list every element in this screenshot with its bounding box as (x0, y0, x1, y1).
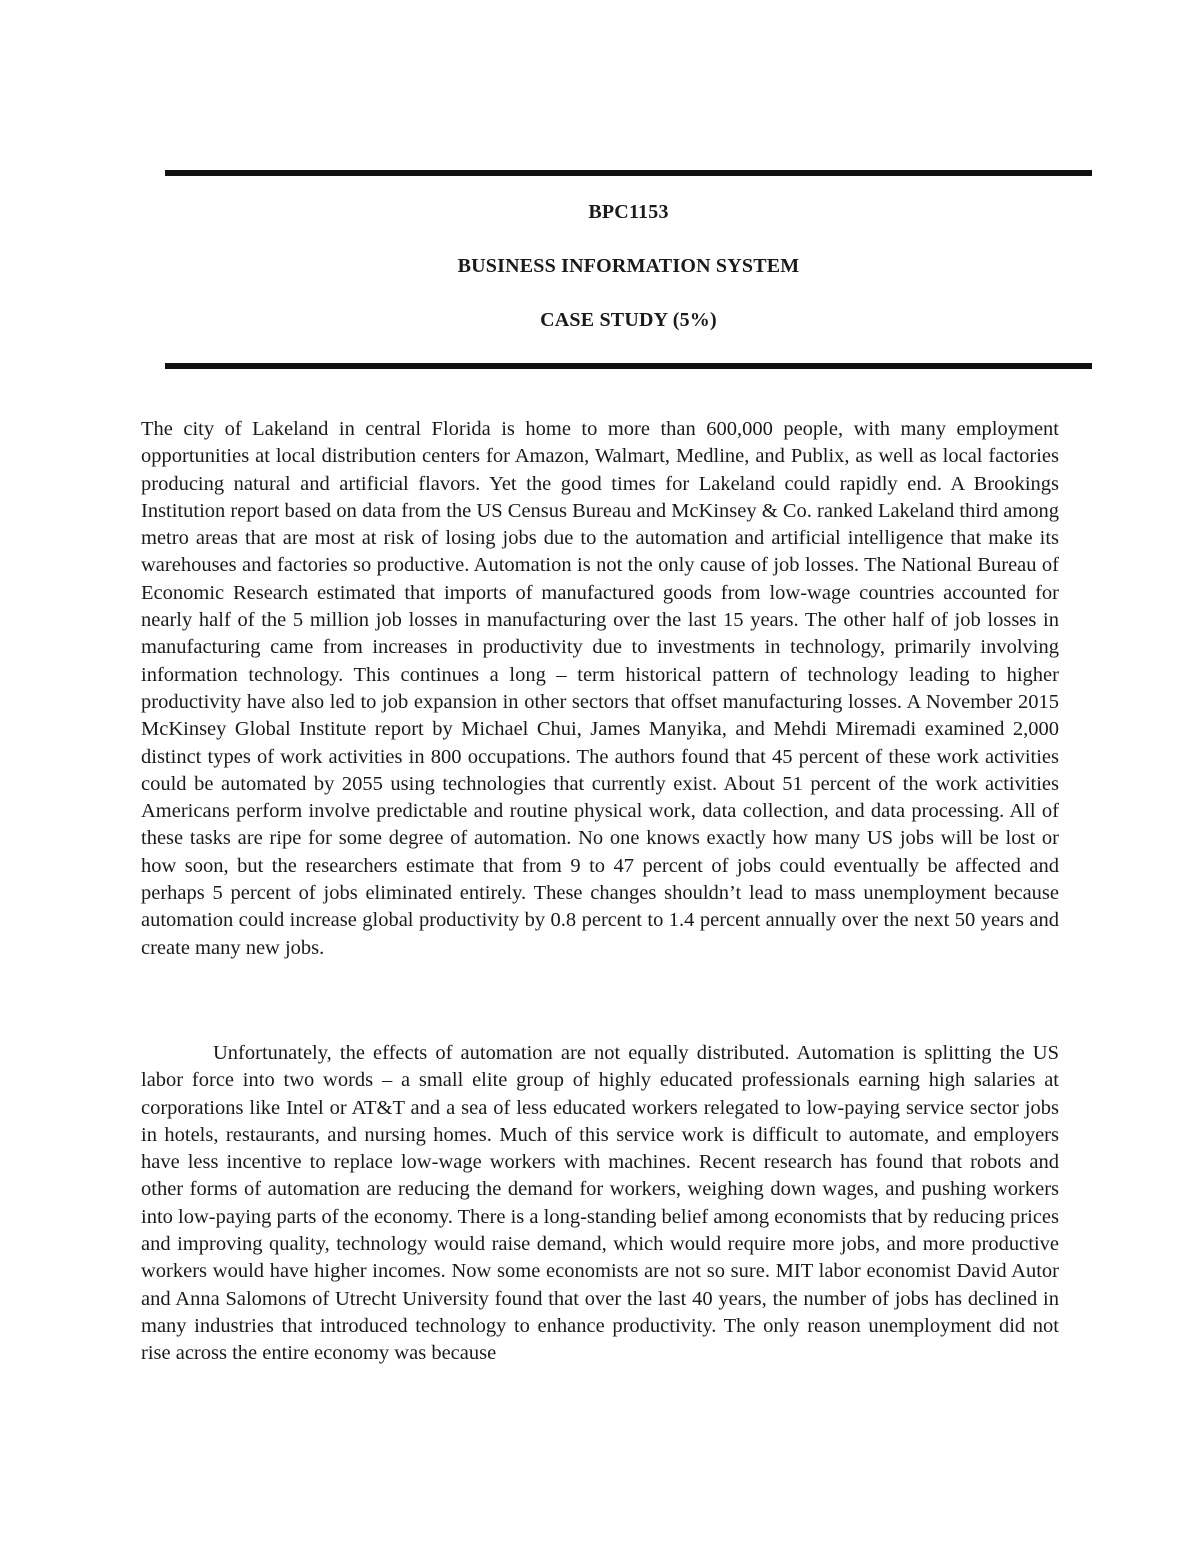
body-paragraph-1: The city of Lakeland in central Florida is home to more than 600,000 people, with many employment opportunities at local distribution centers for Amazon, Walmart, Medline, and Publix, as well as local factories producing natural and artificial flavors. Yet the good times for Lakeland could rapidly end. A Brookings Institution report based on data from the US Census Bureau and McKinsey & Co. ranked Lakeland third among metro areas that are most at risk of losing jobs due to the automation and artificial intelligence that make its warehouses and factories so productive. Automation is not the only cause of job losses. The National Bureau of Economic Research estimated that imports of manufactured goods from low-wage countries accounted for nearly half of the 5 million job losses in manufacturing over the last 15 years. The other half of job losses in manufacturing came from increases in productivity due to investments in technology, primarily involving information technology. This continues a long – term historical pattern of technology leading to higher productivity have also led to job expansion in other sectors that offset manufacturing losses. A November 2015 McKinsey Global Institute report by Michael Chui, James Manyika, and Mehdi Miremadi examined 2,000 distinct types of work activities in 800 occupations. The authors found that 45 percent of these work activities could be automated by 2055 using technologies that currently exist. About 51 percent of the work activities Americans perform involve predictable and routine physical work, data collection, and data processing. All of these tasks are ripe for some degree of automation. No one knows exactly how many US jobs will be lost or how soon, but the researchers estimate that from 9 to 47 percent of jobs could eventually be affected and perhaps 5 percent of jobs eliminated entirely. These changes shouldn’t lead to mass unemployment because automation could increase global productivity by 0.8 percent to 1.4 percent annually over the next 50 years and create many new jobs. (141, 418, 1059, 959)
body-paragraph-2: Unfortunately, the effects of automation are not equally distributed. Automation is splitting the US labor force into two words – a small elite group of highly educated professionals earning high salaries at corporations like Intel or AT&T and a sea of less educated workers relegated to low-paying service sector jobs in hotels, restaurants, and nursing homes. Much of this service work is difficult to automate, and employers have less incentive to replace low-wage workers with machines. Recent research has found that robots and other forms of automation are reducing the demand for workers, weighing down wages, and pushing workers into low-paying parts of the economy. There is a long-standing belief among economists that by reducing prices and improving quality, technology would raise demand, which would require more jobs, and more productive workers would have higher incomes. Now some economists are not so sure. MIT labor economist David Autor and Anna Salomons of Utrecht University found that over the last 40 years, the number of jobs has declined in many industries that introduced technology to enhance productivity. The only reason unemployment did not rise across the entire economy was because (141, 1042, 1059, 1365)
assignment-title: CASE STUDY (5%) (540, 309, 717, 331)
header-top-rule (165, 170, 1092, 176)
header-bottom-rule (165, 363, 1092, 369)
course-title: BUSINESS INFORMATION SYSTEM (457, 255, 800, 277)
course-code: BPC1153 (588, 201, 669, 223)
